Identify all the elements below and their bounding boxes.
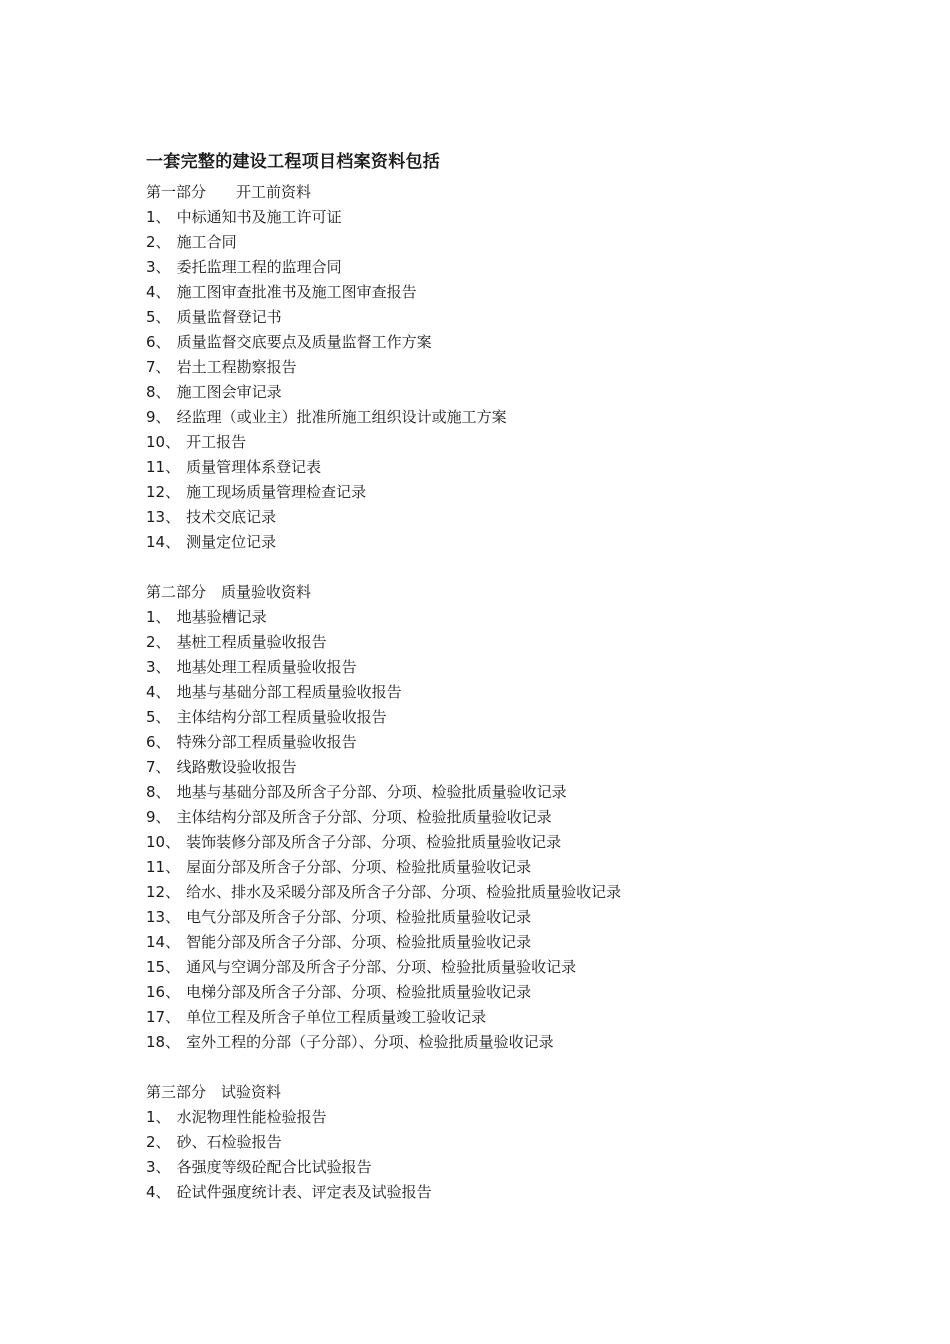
item-number: 7 [146, 758, 156, 776]
list-item [146, 1130, 846, 1155]
item-number: 18 [146, 1033, 166, 1051]
list-item [146, 405, 846, 430]
list-item [146, 1105, 846, 1130]
item-number: 3 [146, 1158, 156, 1176]
item-text: 屋面分部及所含子分部、分项、检验批质量验收记录 [186, 858, 532, 876]
list-item [146, 1030, 846, 1055]
item-text: 主体结构分部工程质量验收报告 [176, 708, 387, 726]
item-text: 装饰装修分部及所含子分部、分项、检验批质量验收记录 [186, 833, 562, 851]
item-separator: 、 [155, 208, 171, 226]
list-item [146, 430, 846, 455]
section-heading: 第二部分 质量验收资料 [146, 583, 312, 601]
item-separator: 、 [155, 658, 171, 676]
item-number: 12 [146, 483, 166, 501]
item-text: 水泥物理性能检验报告 [176, 1108, 327, 1126]
item-number: 3 [146, 658, 156, 676]
item-text: 特殊分部工程质量验收报告 [176, 733, 357, 751]
list-item [146, 955, 846, 980]
item-text: 质量监督交底要点及质量监督工作方案 [176, 333, 432, 351]
list-item [146, 480, 846, 505]
item-number: 11 [146, 458, 166, 476]
item-number: 4 [146, 1183, 156, 1201]
item-text: 施工合同 [176, 233, 237, 251]
item-separator: 、 [155, 808, 171, 826]
item-separator: 、 [165, 908, 181, 926]
item-number: 10 [146, 833, 166, 851]
item-text: 施工现场质量管理检查记录 [186, 483, 367, 501]
item-separator: 、 [165, 858, 181, 876]
document-title: 一套完整的建设工程项目档案资料包括 [146, 152, 441, 172]
sections-container [146, 180, 846, 1205]
item-text: 室外工程的分部（子分部）、分项、检验批质量验收记录 [186, 1033, 554, 1051]
item-text: 智能分部及所含子分部、分项、检验批质量验收记录 [186, 933, 532, 951]
item-text: 地基验槽记录 [176, 608, 267, 626]
item-separator: 、 [155, 383, 171, 401]
item-text: 基桩工程质量验收报告 [176, 633, 327, 651]
item-separator: 、 [155, 358, 171, 376]
item-separator: 、 [165, 983, 181, 1001]
list-item [146, 855, 846, 880]
section-heading: 第一部分 开工前资料 [146, 183, 312, 201]
list-item [146, 1155, 846, 1180]
item-separator: 、 [155, 633, 171, 651]
item-text: 经监理（或业主）批准所施工组织设计或施工方案 [176, 408, 507, 426]
item-number: 5 [146, 308, 156, 326]
item-text: 主体结构分部及所含子分部、分项、检验批质量验收记录 [176, 808, 552, 826]
item-text: 地基与基础分部及所含子分部、分项、检验批质量验收记录 [176, 783, 567, 801]
item-number: 8 [146, 783, 156, 801]
item-text: 中标通知书及施工许可证 [176, 208, 342, 226]
list-item [146, 455, 846, 480]
item-text: 线路敷设验收报告 [176, 758, 297, 776]
list-item [146, 755, 846, 780]
item-separator: 、 [165, 508, 181, 526]
item-number: 9 [146, 808, 156, 826]
item-number: 1 [146, 208, 156, 226]
item-text: 委托监理工程的监理合同 [176, 258, 342, 276]
item-text: 开工报告 [186, 433, 247, 451]
item-separator: 、 [155, 783, 171, 801]
item-number: 4 [146, 683, 156, 701]
item-separator: 、 [155, 683, 171, 701]
list-item [146, 605, 846, 630]
list-item [146, 730, 846, 755]
list-item [146, 980, 846, 1005]
item-number: 13 [146, 908, 166, 926]
item-text: 电气分部及所含子分部、分项、检验批质量验收记录 [186, 908, 532, 926]
item-number: 1 [146, 1108, 156, 1126]
list-item [146, 355, 846, 380]
item-separator: 、 [165, 958, 181, 976]
document-page [146, 148, 846, 1205]
item-separator: 、 [155, 333, 171, 351]
list-item [146, 205, 846, 230]
item-separator: 、 [155, 758, 171, 776]
item-number: 14 [146, 533, 166, 551]
item-separator: 、 [155, 1158, 171, 1176]
item-text: 施工图审查批准书及施工图审查报告 [176, 283, 417, 301]
list-item [146, 255, 846, 280]
list-item [146, 330, 846, 355]
item-text: 电梯分部及所含子分部、分项、检验批质量验收记录 [186, 983, 532, 1001]
item-number: 2 [146, 1133, 156, 1151]
item-number: 2 [146, 233, 156, 251]
item-number: 5 [146, 708, 156, 726]
item-number: 3 [146, 258, 156, 276]
list-item [146, 705, 846, 730]
list-item [146, 530, 846, 555]
item-separator: 、 [155, 608, 171, 626]
list-item [146, 230, 846, 255]
item-separator: 、 [165, 1033, 181, 1051]
item-separator: 、 [155, 283, 171, 301]
item-number: 15 [146, 958, 166, 976]
item-separator: 、 [155, 308, 171, 326]
item-number: 8 [146, 383, 156, 401]
item-number: 14 [146, 933, 166, 951]
item-text: 技术交底记录 [186, 508, 277, 526]
list-item [146, 780, 846, 805]
list-item [146, 655, 846, 680]
list-item [146, 380, 846, 405]
item-number: 6 [146, 733, 156, 751]
item-separator: 、 [155, 1108, 171, 1126]
item-text: 施工图会审记录 [176, 383, 282, 401]
item-number: 7 [146, 358, 156, 376]
item-text: 测量定位记录 [186, 533, 277, 551]
list-item [146, 280, 846, 305]
list-item [146, 880, 846, 905]
item-text: 质量管理体系登记表 [186, 458, 322, 476]
list-item [146, 830, 846, 855]
item-separator: 、 [165, 1008, 181, 1026]
item-number: 1 [146, 608, 156, 626]
item-separator: 、 [165, 533, 181, 551]
item-number: 16 [146, 983, 166, 1001]
item-separator: 、 [155, 708, 171, 726]
list-item [146, 1180, 846, 1205]
list-item [146, 930, 846, 955]
item-text: 地基与基础分部工程质量验收报告 [176, 683, 402, 701]
item-separator: 、 [165, 933, 181, 951]
item-separator: 、 [165, 833, 181, 851]
list-item [146, 305, 846, 330]
item-number: 2 [146, 633, 156, 651]
list-item [146, 630, 846, 655]
item-separator: 、 [165, 883, 181, 901]
item-separator: 、 [165, 483, 181, 501]
list-item [146, 805, 846, 830]
item-number: 11 [146, 858, 166, 876]
item-number: 10 [146, 433, 166, 451]
section-3 [146, 1080, 846, 1205]
item-number: 4 [146, 283, 156, 301]
item-separator: 、 [155, 1183, 171, 1201]
list-item [146, 905, 846, 930]
item-text: 单位工程及所含子单位工程质量竣工验收记录 [186, 1008, 487, 1026]
item-separator: 、 [155, 258, 171, 276]
item-text: 通风与空调分部及所含子分部、分项、检验批质量验收记录 [186, 958, 577, 976]
item-separator: 、 [165, 433, 181, 451]
item-text: 各强度等级砼配合比试验报告 [176, 1158, 372, 1176]
item-number: 13 [146, 508, 166, 526]
item-text: 砼试件强度统计表、评定表及试验报告 [176, 1183, 432, 1201]
list-item [146, 505, 846, 530]
item-text: 地基处理工程质量验收报告 [176, 658, 357, 676]
list-item [146, 1005, 846, 1030]
section-1 [146, 180, 846, 555]
item-text: 质量监督登记书 [176, 308, 282, 326]
item-separator: 、 [165, 458, 181, 476]
item-text: 给水、排水及采暖分部及所含子分部、分项、检验批质量验收记录 [186, 883, 622, 901]
section-2 [146, 580, 846, 1055]
item-separator: 、 [155, 1133, 171, 1151]
item-separator: 、 [155, 233, 171, 251]
item-separator: 、 [155, 733, 171, 751]
item-number: 9 [146, 408, 156, 426]
item-separator: 、 [155, 408, 171, 426]
item-number: 17 [146, 1008, 166, 1026]
item-number: 12 [146, 883, 166, 901]
list-item [146, 680, 846, 705]
item-number: 6 [146, 333, 156, 351]
item-text: 砂、石检验报告 [176, 1133, 282, 1151]
section-heading: 第三部分 试验资料 [146, 1083, 282, 1101]
item-text: 岩土工程勘察报告 [176, 358, 297, 376]
